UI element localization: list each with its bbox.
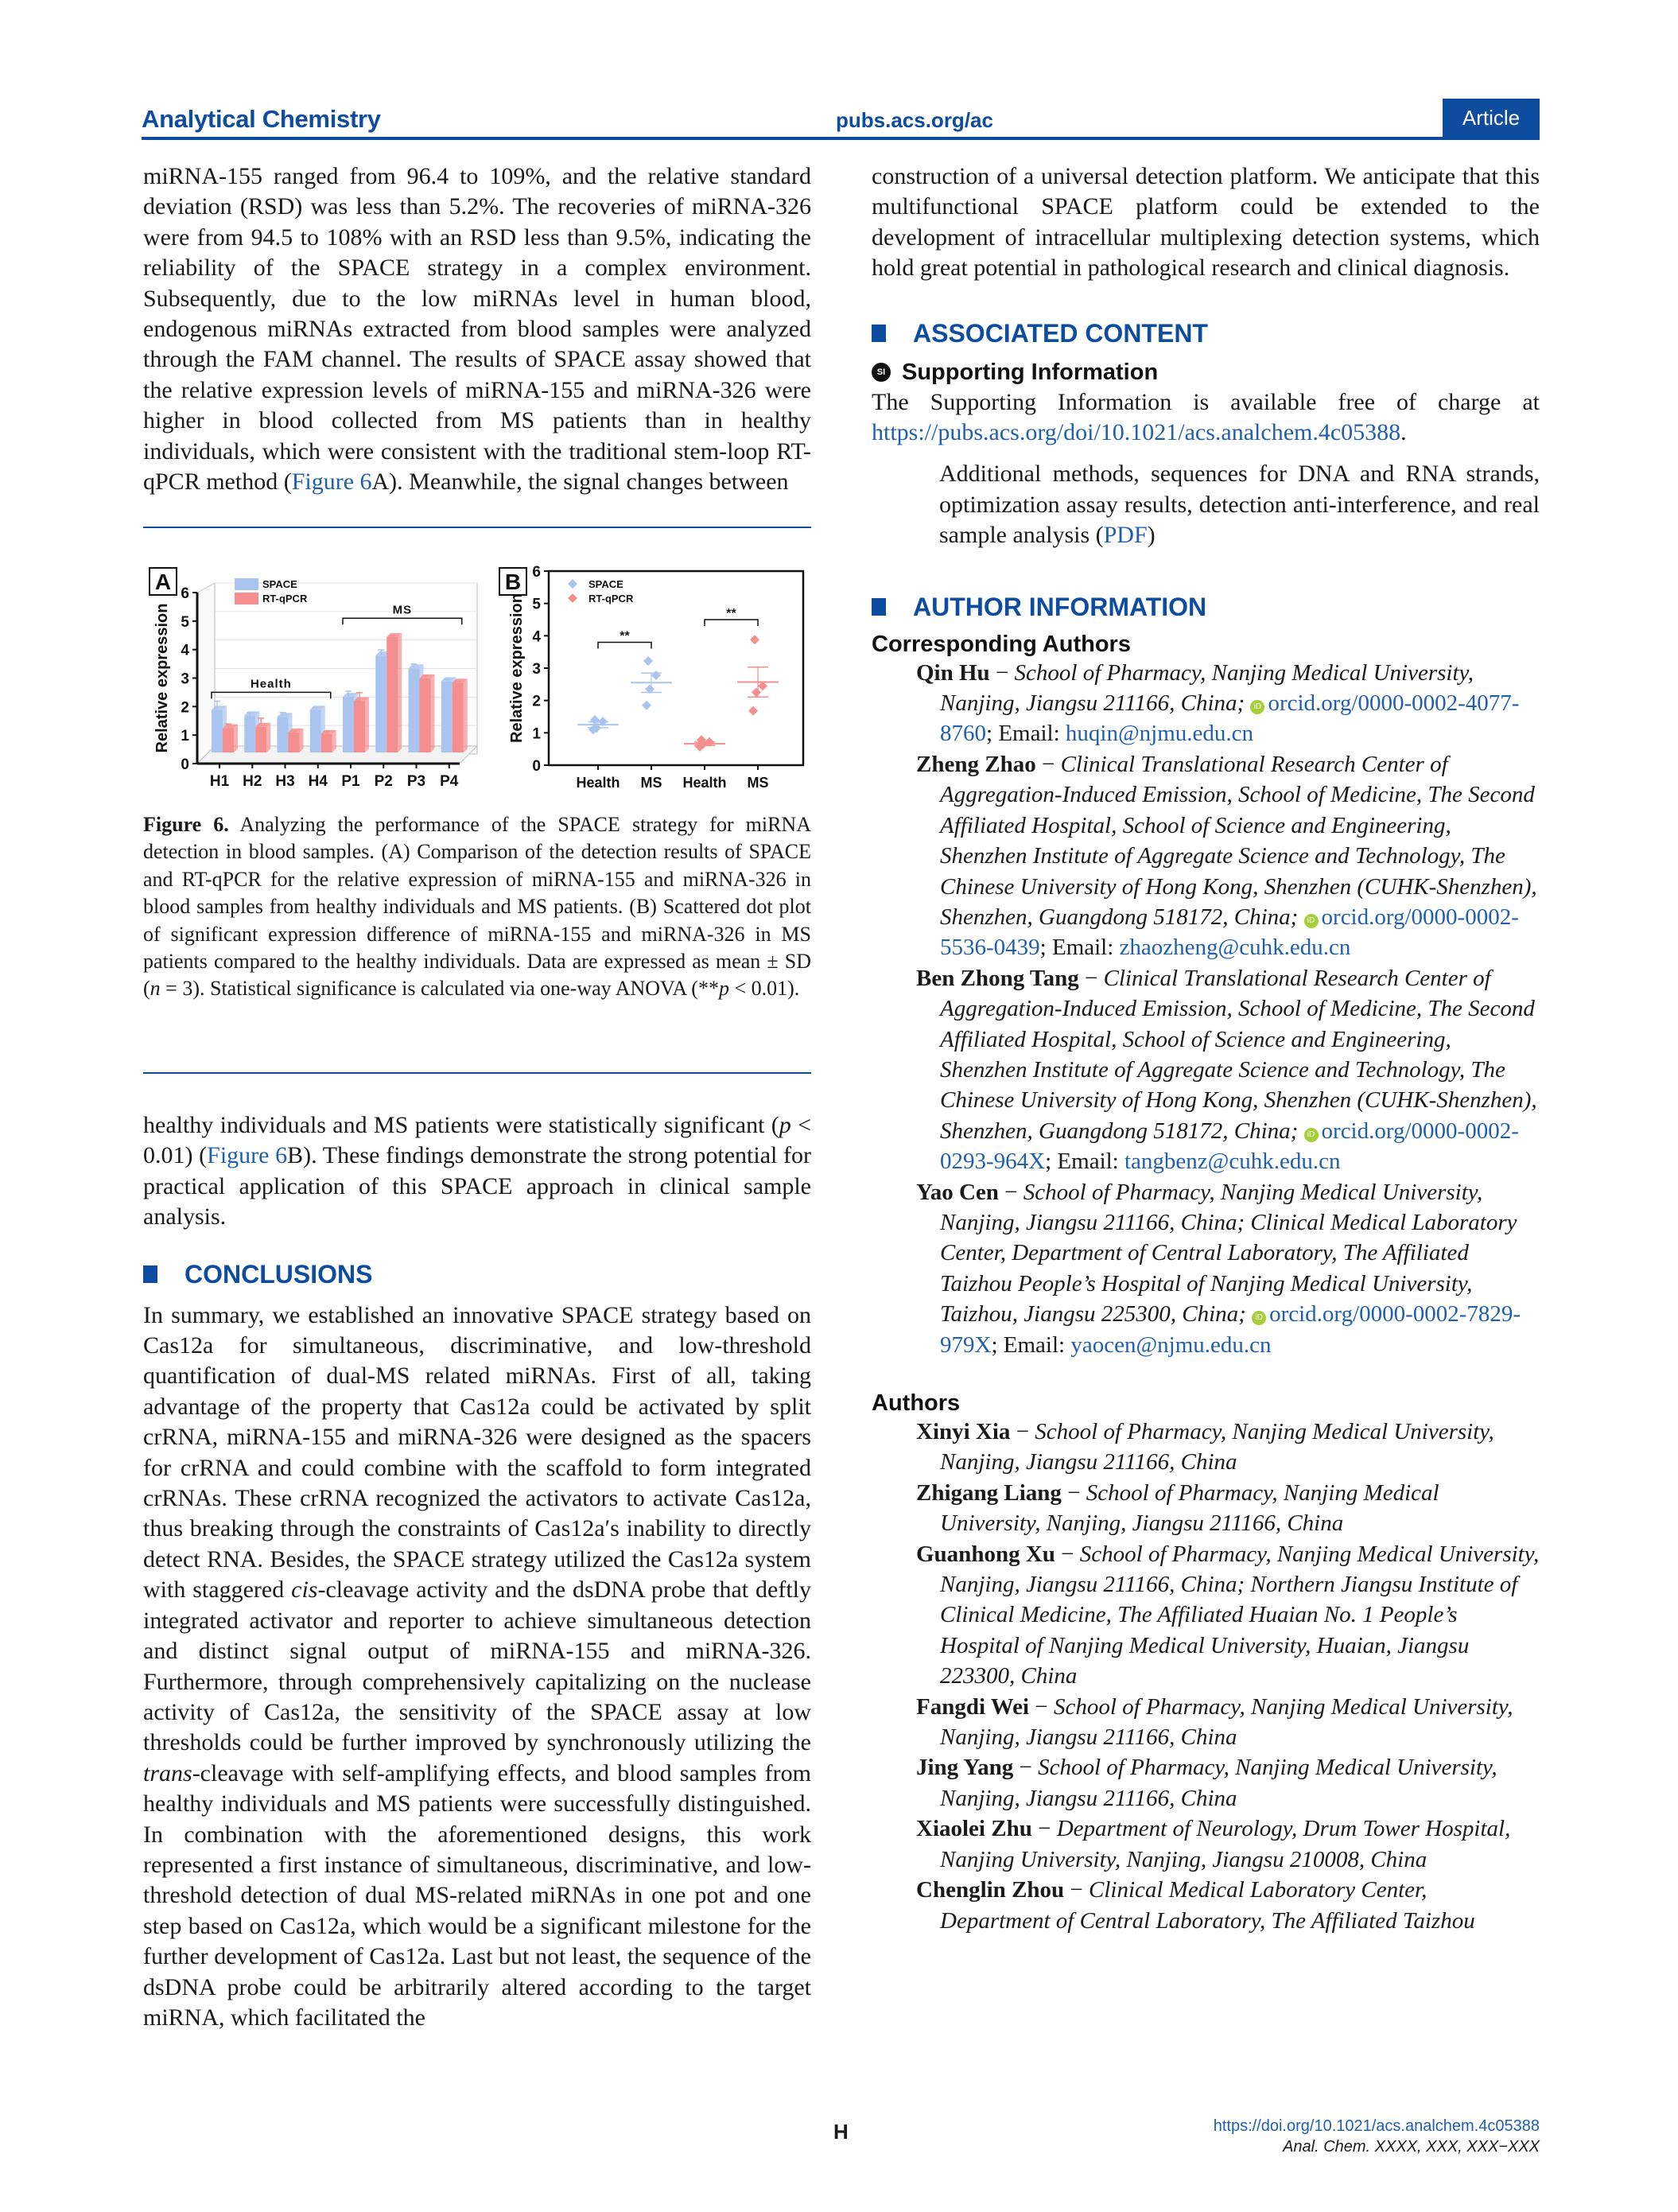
author-entry: Jing Yang − School of Pharmacy, Nanjing Medical University, Nanjing, Jiangsu 211166, China: [916, 1755, 1497, 1811]
bar-space: [278, 717, 289, 752]
chart-panel-a: [143, 557, 517, 803]
bar-rt-qpcr: [289, 733, 300, 752]
journal-header: [142, 102, 1540, 140]
author-name: Xiaolei Zhu: [916, 1816, 1032, 1842]
bar-rt-qpcr: [354, 702, 365, 753]
orcid-icon: iD: [1304, 914, 1319, 928]
data-point: [748, 706, 758, 716]
corresponding-authors-heading: Corresponding Authors: [872, 631, 1131, 657]
caption-text: = 3). Statistical significance is calculated via one-way ANOVA (**: [160, 977, 719, 1001]
footer-citation: [1283, 2138, 1540, 2156]
data-point: [651, 671, 661, 680]
x-tick-label: P1: [341, 773, 360, 790]
floor: [197, 746, 477, 764]
y-tick-label: 2: [181, 699, 189, 717]
email-link[interactable]: zhaozheng@cuhk.edu.cn: [1119, 935, 1351, 961]
figure-6b-link[interactable]: Figure 6: [207, 1142, 288, 1169]
section-square-icon: [872, 325, 886, 342]
orcid-icon: iD: [1250, 700, 1264, 714]
figure-6: [143, 557, 811, 803]
associated-content-heading: [872, 319, 1540, 348]
authors-heading: Authors: [872, 1390, 961, 1416]
bar-side: [300, 729, 304, 752]
legend-swatch: [235, 593, 258, 605]
outlook-paragraph: construction of a universal detection platform. We anticipate that this multifunctional SPACE platform could be extended to the development of intracellular multiplexing detection systems, which hold great potential in pathological research and clinical diagnosis.: [872, 163, 1540, 282]
corresponding-author: Yao Cen − School of Pharmacy, Nanjing Medical University, Nanjing, Jiangsu 211166, China; Clinical Medical Laboratory Center, Department of Central Laboratory, The Affiliated Taizhou People’s Hospital of Nanjing Medical University, Taizhou, Jiangsu 225300, China; iD orcid.org/0000-0002-7829-979X; Email: yaocen@njmu.edu.cn: [916, 1179, 1521, 1358]
author-entry: Xinyi Xia − School of Pharmacy, Nanjing Medical University, Nanjing, Jiangsu 211166, China: [916, 1419, 1494, 1475]
si-description: [872, 459, 1540, 550]
y-tick-label: 2: [532, 693, 541, 710]
paragraph-text: cis: [291, 1576, 318, 1604]
x-tick-label: Health: [576, 775, 620, 791]
y-tick-label: 6: [181, 585, 189, 602]
y-axis-label: Relative expression: [153, 603, 171, 753]
author-affiliation: Clinical Translational Research Center of Aggregation-Induced Emission, School of Medicine, The Second Affiliated Hospital, School of Science and Engineering, Shenzhen Institute of Aggregate Science and Technology, The Chinese University of Hong Kong, Shenzhen (CUHK-Shenzhen), Shenzhen, Guangdong 518172, China;: [940, 751, 1537, 930]
caption-text: < 0.01).: [728, 977, 800, 1001]
x-tick-label: P3: [406, 773, 426, 790]
section-square-icon: [143, 1265, 157, 1283]
significance-paragraph: [143, 1110, 811, 1233]
conclusions-paragraph: [143, 1300, 811, 2034]
author-name: Guanhong Xu: [916, 1541, 1055, 1567]
author-affiliation: Clinical Medical Laboratory Center, Department of Central Laboratory, The Affiliated Taizhou: [940, 1877, 1475, 1934]
author-name: Chenglin Zhou: [916, 1877, 1065, 1903]
bar-rt-qpcr: [420, 678, 431, 752]
bar-rt-qpcr: [386, 637, 398, 752]
author-affiliation: School of Pharmacy, Nanjing Medical University, Nanjing, Jiangsu 211166, China: [940, 1755, 1497, 1811]
footer-doi-link[interactable]: https://doi.org/10.1021/acs.analchem.4c05388: [1213, 2117, 1540, 2135]
left-column-top: [143, 161, 811, 497]
data-point: [568, 593, 577, 603]
author-affiliation: School of Pharmacy, Nanjing Medical University, Nanjing, Jiangsu 211166, China; Clinical Medical Laboratory Center, Department of Central Laboratory, The Affiliated Taizhou People’s Hospital of Nanjing Medical University, Taizhou, Jiangsu 225300, China;: [940, 1179, 1517, 1328]
bar-side: [266, 723, 270, 752]
significance-label: **: [620, 629, 630, 643]
author-entry: Fangdi Wei − School of Pharmacy, Nanjing Medical University, Nanjing, Jiangsu 211166, China: [916, 1693, 1513, 1751]
supporting-info-heading: [872, 360, 1540, 386]
y-tick-label: 6: [532, 564, 541, 581]
author-name: Ben Zhong Tang: [916, 965, 1079, 991]
corresponding-author: Zheng Zhao − Clinical Translational Research Center of Aggregation-Induced Emission, School of Medicine, The Second Affiliated Hospital, School of Science and Engineering, Shenzhen Institute of Aggregate Science and Technology, The Chinese University of Hong Kong, Shenzhen (CUHK-Shenzhen), Shenzhen, Guangdong 518172, China; iD orcid.org/0000-0002-5536-0439; Email: zhaozheng@cuhk.edu.cn: [916, 751, 1537, 961]
chart-panel-b: [493, 557, 811, 803]
subsection-title: Supporting Information: [902, 359, 1159, 385]
y-tick-label: 4: [181, 642, 189, 659]
email-label: Email:: [1057, 1149, 1119, 1175]
author-name: Fangdi Wei: [916, 1693, 1030, 1720]
results-paragraph: [143, 161, 811, 497]
corresponding-author: Qin Hu − School of Pharmacy, Nanjing Medical University, Nanjing, Jiangsu 211166, China; iD orcid.org/0000-0002-4077-8760; Email: huqin@njmu.edu.cn: [916, 659, 1520, 747]
bar-space: [409, 668, 420, 752]
legend-label: SPACE: [588, 578, 623, 590]
paragraph-text: p: [779, 1112, 791, 1138]
article-type-badge: Article: [1443, 99, 1540, 137]
significance-bracket: [598, 642, 651, 648]
y-tick-label: 1: [181, 728, 189, 745]
author-list: [872, 1417, 1540, 1936]
journal-title: Analytical Chemistry: [142, 105, 381, 133]
figure-bottom-rule: [143, 1072, 811, 1074]
y-tick-label: 3: [532, 661, 541, 678]
bar-rt-qpcr: [453, 682, 464, 752]
caption-label: Figure 6.: [143, 813, 229, 836]
paragraph-text: -cleavage with self-amplifying effects, and blood samples from healthy individuals and MS patients were successfully distinguished. In combination with the aforementioned designs, this work represented a first instance of simultaneous, discriminative, and low-threshold detection of dual MS-related miRNAs in one pot and one step based on Cas12a, which would be a significant milestone for the further development of Cas12a. Last but not least, the sequence of the dsDNA probe could be arbitrarily altered according to the target miRNA, which facilitated the: [143, 1759, 811, 2031]
journal-site-link[interactable]: pubs.acs.org/ac: [836, 108, 993, 132]
data-point: [750, 635, 759, 644]
page-number: H: [833, 2120, 849, 2144]
y-tick-label: 5: [181, 613, 189, 631]
x-tick-label: P4: [440, 773, 459, 790]
y-tick-label: 0: [181, 756, 189, 773]
si-doi-link[interactable]: https://pubs.acs.org/doi/10.1021/acs.analchem.4c05388: [872, 419, 1401, 446]
bar-side: [365, 698, 369, 753]
author-entry: Zhigang Liang − School of Pharmacy, Nanjing Medical University, Nanjing, Jiangsu 211166, China: [916, 1479, 1439, 1537]
legend-label: RT-qPCR: [262, 593, 308, 605]
significance-bracket: [705, 620, 758, 626]
author-name: Yao Cen: [916, 1179, 999, 1205]
caption-text: Analyzing the performance of the SPACE strategy for miRNA detection in blood samples. (A) Comparison of the detection results of SPACE and RT-qPCR for the relative expression of miRNA-155 and miRNA-326 in blood samples from healthy individuals and MS patients. (B) Scattered dot plot of significant expression difference of miRNA-155 and miRNA-326 in MS patients compared to the healthy individuals. Data are expressed as mean ± SD (: [143, 813, 811, 1001]
paragraph-text: The Supporting Information is available free of charge at: [872, 388, 1540, 415]
y-tick-label: 4: [532, 628, 541, 646]
plot-frame: [549, 571, 803, 765]
paragraph-text: Additional methods, sequences for DNA and RNA strands, optimization assay results, detection anti-interference, and real sample analysis (: [939, 461, 1540, 549]
orcid-link[interactable]: orcid.org/0000-0002-7829-979X: [940, 1301, 1521, 1358]
author-name: Xinyi Xia: [916, 1419, 1011, 1444]
bar-space: [310, 709, 321, 752]
paragraph-text: B). These findings demonstrate the strong potential for practical application of this SPACE approach in clinical sample analysis.: [143, 1142, 811, 1230]
email-link[interactable]: tangbenz@cuhk.edu.cn: [1124, 1149, 1341, 1175]
x-tick-label: Health: [682, 775, 727, 791]
author-entry: Xiaolei Zhu − Department of Neurology, Drum Tower Hospital, Nanjing University, Nanjing, Jiangsu 210008, China: [916, 1816, 1511, 1872]
email-link[interactable]: huqin@njmu.edu.cn: [1065, 721, 1254, 747]
si-paragraph: [872, 387, 1540, 449]
paragraph-text: < 0.01) (: [143, 1112, 812, 1169]
group-label: Health: [250, 677, 292, 691]
section-title: ASSOCIATED CONTENT: [913, 318, 1208, 348]
author-affiliation: School of Pharmacy, Nanjing Medical University, Nanjing, Jiangsu 211166, China;: [940, 659, 1474, 717]
corresponding-author-list: [872, 658, 1540, 1360]
data-point: [642, 701, 651, 710]
y-tick-label: 3: [181, 671, 189, 688]
author-name: Zheng Zhao: [916, 751, 1036, 777]
paragraph-text: miRNA-155 ranged from 96.4 to 109%, and the relative standard deviation (RSD) was less than 5.2%. The recoveries of miRNA-326 were from 94.5 to 108% with an RSD less than 9.5%, indicating the reliability of the SPACE strategy in a complex environment. Subsequently, due to the low miRNAs level in human blood, endogenous miRNAs extracted from blood samples were analyzed through the FAM channel. The results of SPACE assay showed that the relative expression levels of miRNA-155 and miRNA-326 were higher in blood collected from MS patients than in healthy individuals, which were consistent with the traditional stem-loop RT-qPCR method (: [143, 163, 811, 496]
email-label: Email:: [1051, 935, 1114, 961]
bar-side: [431, 674, 435, 752]
bar-rt-qpcr: [223, 729, 234, 752]
citation-text: Anal. Chem. XXXX, XXX, XXX−XXX: [1283, 2138, 1540, 2156]
orcid-link[interactable]: orcid.org/0000-0002-4077-8760: [940, 690, 1520, 747]
email-label: Email:: [1003, 1331, 1066, 1358]
orcid-icon: iD: [1304, 1128, 1319, 1142]
orcid-link[interactable]: orcid.org/0000-0002-0293-964X: [940, 1118, 1519, 1175]
caption-text: n: [150, 977, 161, 1001]
figure-6-link[interactable]: Figure 6: [291, 468, 372, 496]
si-icon: SI: [872, 363, 891, 382]
x-tick-label: H3: [275, 773, 295, 790]
section-title: AUTHOR INFORMATION: [913, 592, 1207, 621]
bar-side: [234, 725, 238, 752]
x-tick-label: H2: [243, 773, 262, 790]
section-title: CONCLUSIONS: [185, 1259, 373, 1289]
y-tick-label: 0: [532, 758, 541, 775]
data-point: [568, 579, 577, 589]
author-information-heading: [872, 593, 1540, 622]
paragraph-text: In summary, we established an innovative SPACE strategy based on Cas12a for simultaneous, discriminative, and low-threshold quantification of dual-MS related miRNAs. First of all, taking advantage of the property that Cas12a could be activated by split crRNA, miRNA-155 and miRNA-326 were designed as the spacers for crRNA and could combine with the scaffold to form integrated crRNAs. These crRNA recognized the activators to activate Cas12a, thus breaking through the constraints of Cas12a′s inability to directly detect RNA. Besides, the SPACE strategy utilized the Cas12a system with staggered: [143, 1301, 811, 1604]
bar-rt-qpcr: [321, 734, 332, 752]
data-point: [643, 656, 653, 666]
author-affiliation: School of Pharmacy, Nanjing Medical University, Nanjing, Jiangsu 211166, China; Northern Jiangsu Institute of Clinical Medicine, The Affiliated Huaian No. 1 People’s Hospital of Nanjing Medical University, Huaian, Jiangsu 223300, China: [940, 1541, 1540, 1689]
bar-space: [375, 655, 386, 752]
x-tick-label: MS: [747, 775, 769, 791]
author-affiliation: School of Pharmacy, Nanjing Medical University, Nanjing, Jiangsu 211166, China: [940, 1693, 1513, 1751]
bar-rt-qpcr: [255, 727, 266, 752]
caption-text: p: [718, 977, 729, 1001]
bar-space: [343, 697, 354, 752]
x-tick-label: H1: [209, 773, 230, 790]
corresponding-author: Ben Zhong Tang − Clinical Translational Research Center of Aggregation-Induced Emission, School of Medicine, The Second Affiliated Hospital, School of Science and Engineering, Shenzhen Institute of Aggregate Science and Technology, The Chinese University of Hong Kong, Shenzhen (CUHK-Shenzhen), Shenzhen, Guangdong 518172, China; iD orcid.org/0000-0002-0293-964X; Email: tangbenz@cuhk.edu.cn: [916, 965, 1537, 1175]
y-axis-label: Relative expression: [508, 593, 526, 743]
email-label: Email:: [998, 721, 1060, 747]
legend-swatch: [235, 578, 258, 590]
bar-space: [441, 681, 453, 752]
bar-space: [212, 709, 223, 752]
left-column-mid: [143, 1110, 811, 2033]
y-tick-label: 1: [532, 725, 541, 743]
orcid-icon: iD: [1252, 1311, 1266, 1325]
author-entry: Chenglin Zhou − Clinical Medical Laboratory Center, Department of Central Laboratory, The Affiliated Taizhou: [916, 1877, 1475, 1934]
author-entry: Guanhong Xu − School of Pharmacy, Nanjing Medical University, Nanjing, Jiangsu 211166, China; Northern Jiangsu Institute of Clinical Medicine, The Affiliated Huaian No. 1 People’s Hospital of Nanjing Medical University, Huaian, Jiangsu 223300, China: [916, 1541, 1540, 1689]
x-tick-label: P2: [374, 773, 393, 790]
panel-b-label: B: [504, 570, 522, 594]
author-affiliation: School of Pharmacy, Nanjing Medical University, Nanjing, Jiangsu 211166, China: [940, 1479, 1439, 1537]
author-affiliation: School of Pharmacy, Nanjing Medical University, Nanjing, Jiangsu 211166, China: [940, 1419, 1494, 1475]
paragraph-text: A). Meanwhile, the signal changes between: [371, 468, 789, 496]
figure-top-rule: [143, 527, 811, 528]
paragraph-text: -cleavage activity and the dsDNA probe that deftly integrated activator and reporter to achieve simultaneous detection and distinct signal output of miRNA-155 and miRNA-326. Furthermore, through comprehensively capitalizing on the nuclease activity of Cas12a, the sensitivity of the SPACE assay at low thresholds could be further improved by synchronously utilizing the: [143, 1576, 812, 1756]
section-square-icon: [872, 598, 886, 616]
legend-label: SPACE: [262, 578, 297, 590]
figure-caption: [143, 811, 811, 1003]
author-name: Jing Yang: [916, 1755, 1014, 1781]
x-tick-label: MS: [640, 775, 662, 791]
author-affiliation: Clinical Translational Research Center of Aggregation-Induced Emission, School of Medicine, The Second Affiliated Hospital, School of Science and Engineering, Shenzhen Institute of Aggregate Science and Technology, The Chinese University of Hong Kong, Shenzhen (CUHK-Shenzhen), Shenzhen, Guangdong 518172, China;: [940, 965, 1537, 1144]
paragraph-text: healthy individuals and MS patients were statistically significant (: [143, 1112, 779, 1138]
paragraph-text: trans: [143, 1759, 192, 1786]
right-column: [872, 161, 1540, 1936]
data-point: [752, 688, 761, 698]
bar-side: [464, 678, 468, 752]
author-name: Zhigang Liang: [916, 1479, 1062, 1506]
orcid-link[interactable]: orcid.org/0000-0002-5536-0439: [940, 904, 1519, 961]
bar-side: [398, 633, 402, 752]
significance-label: **: [726, 607, 736, 620]
x-tick-label: H4: [308, 773, 328, 790]
group-label: MS: [392, 603, 413, 617]
y-tick-label: 5: [532, 596, 541, 613]
si-pdf-link[interactable]: PDF: [1103, 522, 1148, 549]
author-name: Qin Hu: [916, 659, 990, 686]
legend-label: RT-qPCR: [588, 593, 634, 605]
paragraph-text: .: [1400, 419, 1407, 446]
paragraph-text: ): [1147, 522, 1156, 549]
bar-space: [244, 715, 255, 752]
conclusions-heading: [143, 1260, 811, 1289]
author-affiliation: Department of Neurology, Drum Tower Hospital, Nanjing University, Nanjing, Jiangsu 210008, China: [940, 1816, 1511, 1872]
email-link[interactable]: yaocen@njmu.edu.cn: [1070, 1331, 1272, 1358]
panel-a-label: A: [154, 570, 172, 594]
